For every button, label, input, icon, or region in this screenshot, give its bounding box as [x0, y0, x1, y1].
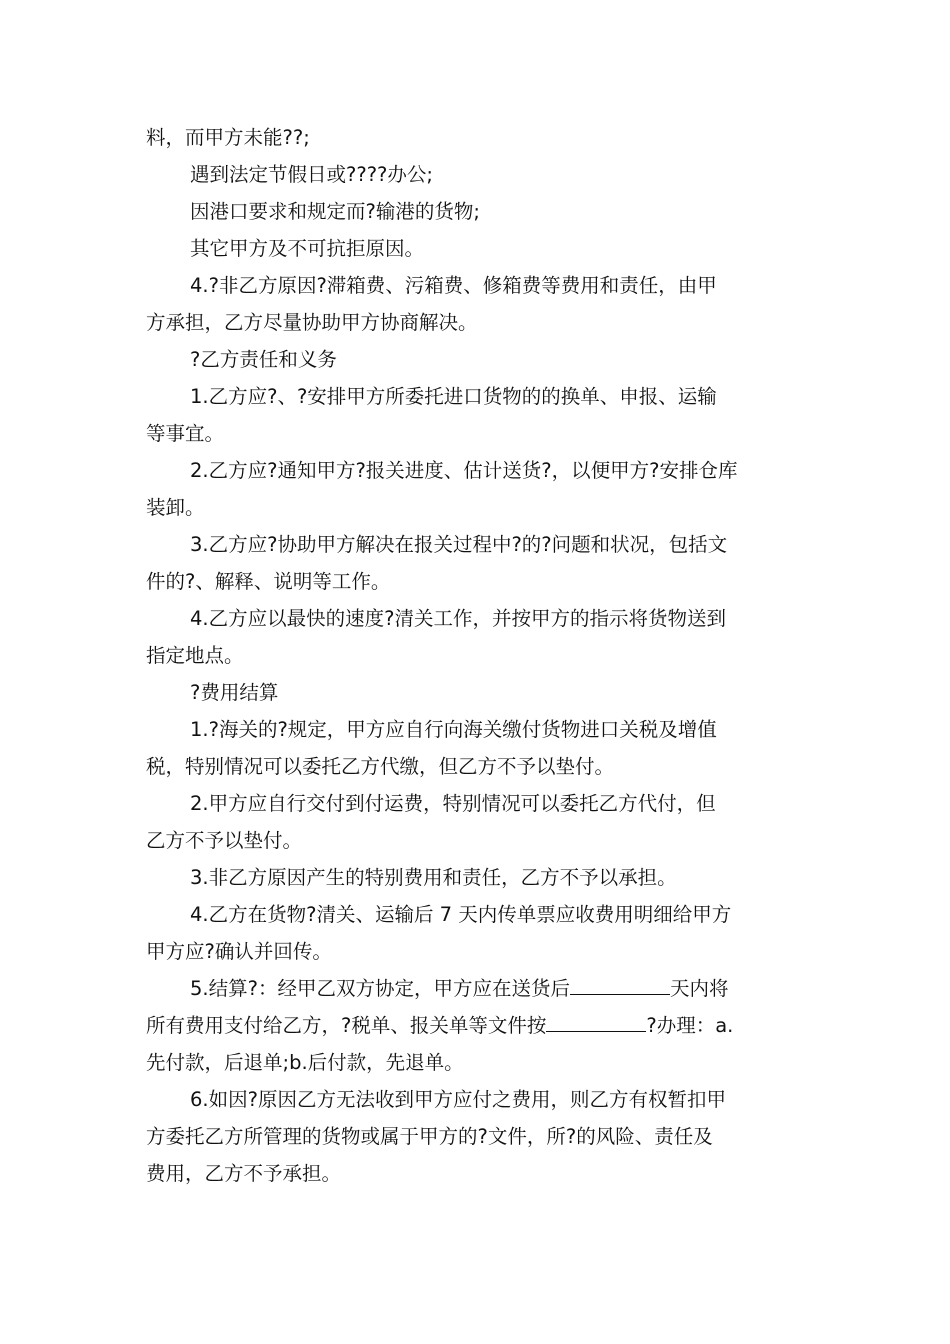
text-line: 方委托乙方所管理的货物或属于甲方的?文件，所?的风险、责任及 [146, 1125, 713, 1148]
fill-in-blank [546, 1007, 646, 1032]
text-line: 指定地点。 [146, 644, 244, 667]
text-line: 3.乙方应?协助甲方解决在报关过程中?的?问题和状况，包括文 [190, 533, 728, 556]
text-line: 乙方不予以垫付。 [146, 829, 303, 852]
text-line: 费用，乙方不予承担。 [146, 1162, 342, 1185]
text-line: 1.乙方应?、?安排甲方所委托进口货物的的换单、申报、运输 [190, 385, 717, 408]
text-line: 件的?、解释、说明等工作。 [146, 570, 391, 593]
text-line: 4.?非乙方原因?滞箱费、污箱费、修箱费等费用和责任，由甲 [190, 274, 717, 297]
text-line [146, 970, 808, 1007]
text-line: 1.?海关的?规定，甲方应自行向海关缴付货物进口关税及增值 [190, 718, 717, 741]
text-line: 先付款，后退单;b.后付款，先退单。 [146, 1051, 464, 1074]
text-line: 2.乙方应?通知甲方?报关进度、估计送货?，以便甲方?安排仓库 [190, 459, 738, 482]
text-fragment: ?办理：a. [646, 1014, 734, 1037]
section-heading: ?乙方责任和义务 [190, 348, 337, 371]
text-fragment: 天内将 [669, 977, 729, 1000]
text-line: 其它甲方及不可抗拒原因。 [190, 237, 425, 260]
text-line: 4.乙方在货物?清关、运输后 7 天内传单票应收费用明细给甲方 [190, 903, 732, 926]
text-line: 方承担，乙方尽量协助甲方协商解决。 [146, 311, 478, 334]
text-fragment: 所有费用支付给乙方，?税单、报关单等文件按 [146, 1014, 547, 1037]
text-line: 3.非乙方原因产生的特别费用和责任，乙方不予以承担。 [190, 866, 677, 889]
text-line: 6.如因?原因乙方无法收到甲方应付之费用，则乙方有权暂扣甲 [190, 1088, 726, 1111]
text-line: 等事宜。 [146, 422, 225, 445]
text-line: 装卸。 [146, 496, 205, 519]
text-line: 4.乙方应以最快的速度?清关工作，并按甲方的指示将货物送到 [190, 607, 726, 630]
text-fragment: 5.结算?：经甲乙双方协定，甲方应在送货后 [190, 977, 570, 1000]
text-line: 遇到法定节假日或????办公; [190, 163, 433, 186]
document-body [146, 119, 808, 1192]
text-line: 2.甲方应自行交付到付运费，特别情况可以委托乙方代付，但 [190, 792, 716, 815]
text-line: 因港口要求和规定而?输港的货物; [190, 200, 480, 223]
section-heading: ?费用结算 [190, 681, 279, 704]
text-line [146, 1007, 808, 1044]
fill-in-blank [570, 970, 670, 995]
text-line: 税，特别情况可以委托乙方代缴，但乙方不予以垫付。 [146, 755, 615, 778]
text-line: 料，而甲方未能??; [146, 126, 310, 149]
text-line: 甲方应?确认并回传。 [146, 940, 332, 963]
